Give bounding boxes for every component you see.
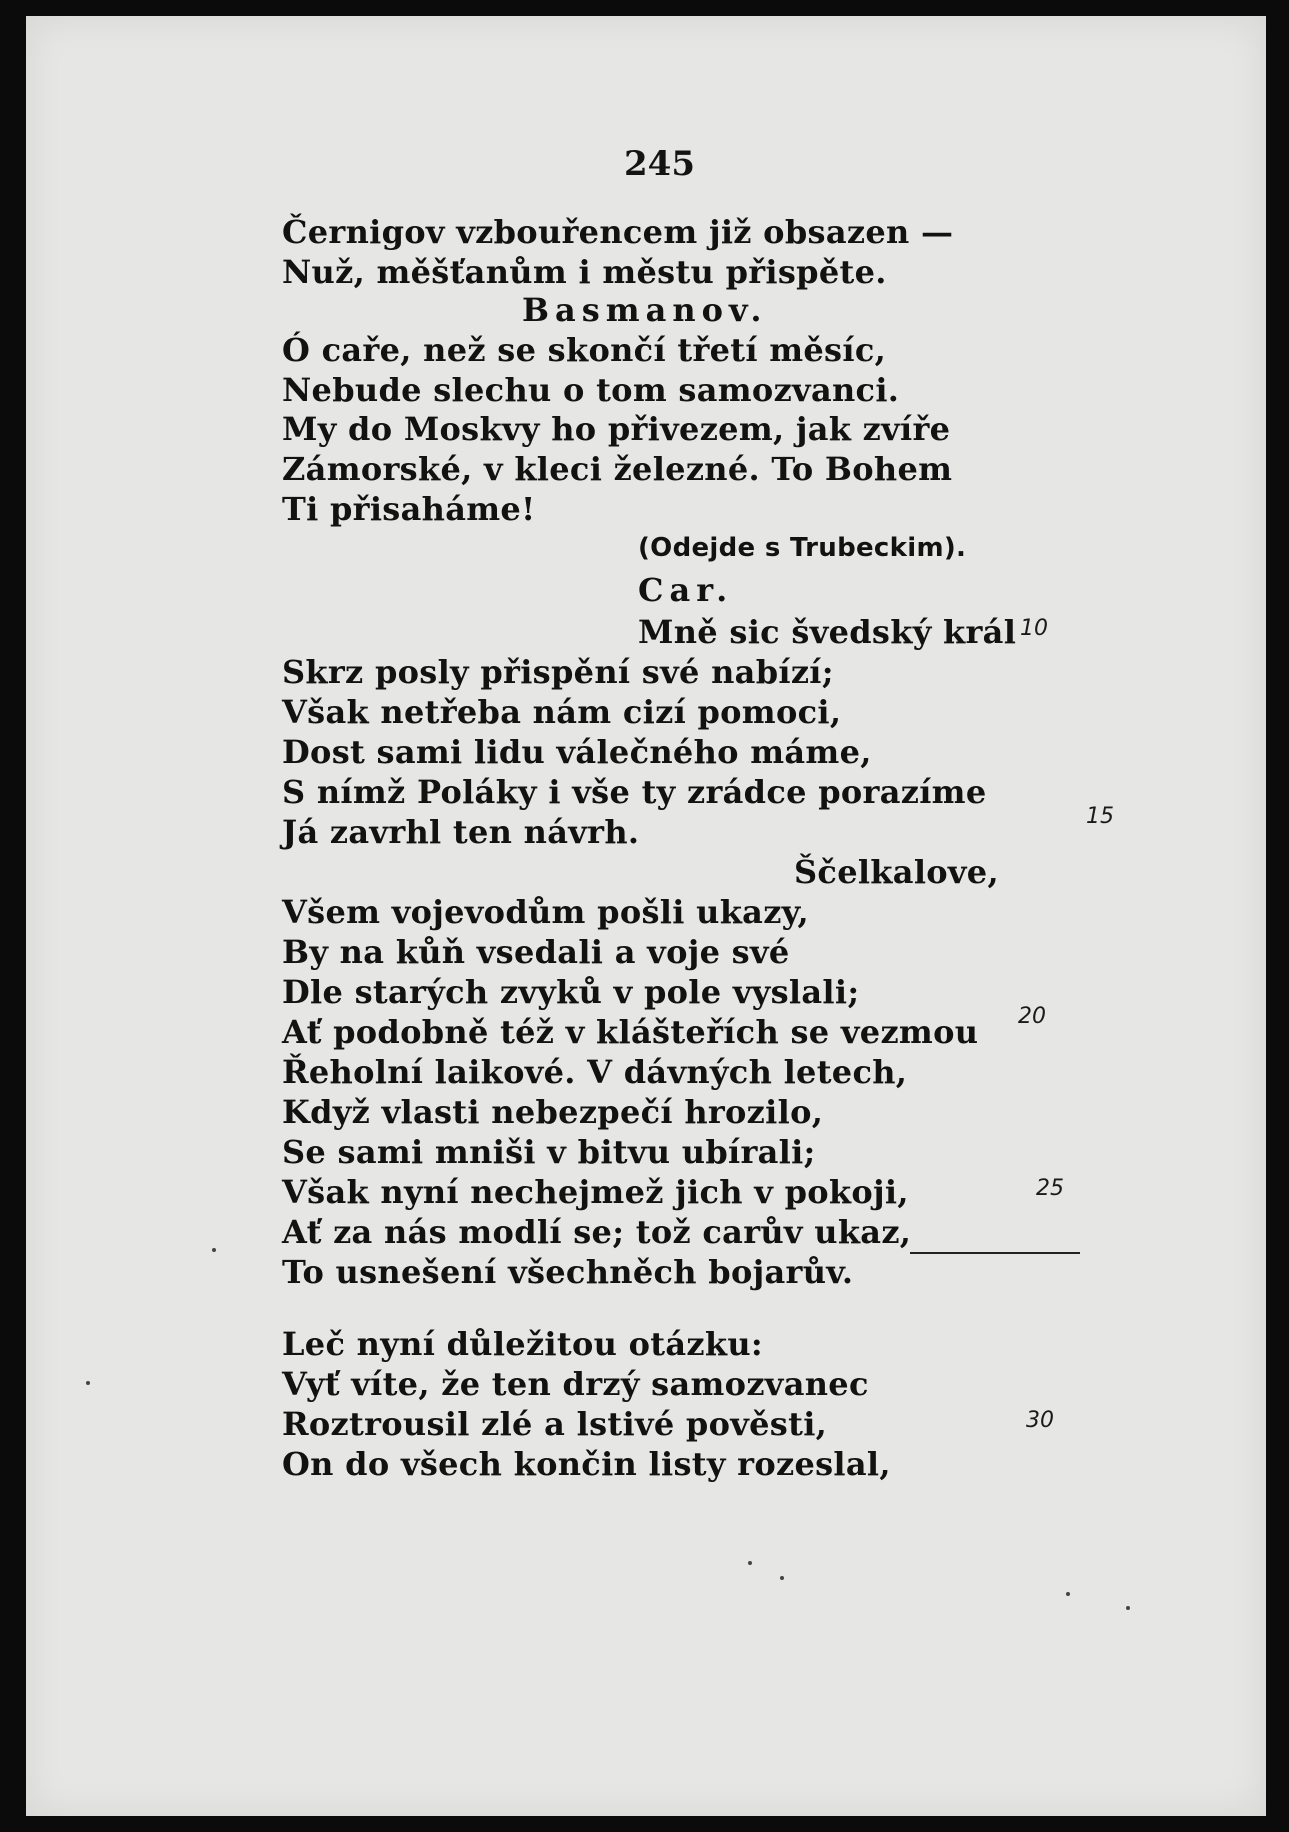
verse-line: Se sami mniši v bitvu ubírali;: [282, 1133, 816, 1171]
margin-mark: 20: [1018, 1004, 1046, 1029]
verse-line: Zámorské, v kleci železné. To Bohem: [282, 450, 953, 488]
verse-line: By na kůň vsedali a voje své: [282, 933, 790, 971]
verse-line: Všem vojevodům pošli ukazy,: [282, 893, 809, 931]
page-speck: [748, 1561, 752, 1565]
verse-line: Skrz posly přispění své nabízí;: [282, 653, 834, 691]
verse-line: Řeholní laikové. V dávných letech,: [282, 1053, 908, 1091]
margin-mark: 15: [1086, 804, 1114, 829]
verse-line: Nebude slechu o tom samozvanci.: [282, 371, 900, 409]
page-speck: [86, 1381, 90, 1385]
verse-line: Nuž, měšťanům i městu přispěte.: [282, 253, 887, 291]
margin-mark: 10: [1020, 616, 1048, 641]
verse-line: Však nyní nechejmež jich v pokoji,: [282, 1173, 909, 1211]
page-number: 245: [624, 144, 695, 184]
verse-line: On do všech končin listy rozeslal,: [282, 1445, 891, 1483]
verse-line: Ščelkalove,: [794, 853, 999, 891]
speaker-car: Car.: [638, 571, 734, 609]
verse-line: Já zavrhl ten návrh.: [282, 813, 640, 851]
page-speck: [1126, 1606, 1130, 1610]
page-speck: [212, 1248, 216, 1252]
page-speck: [1066, 1592, 1070, 1596]
pencil-underline: [910, 1252, 1080, 1254]
stage-direction: (Odejde s Trubeckim).: [638, 533, 967, 563]
verse-line: Ó caře, než se skončí třetí měsíc,: [282, 331, 887, 369]
verse-line: Mně sic švedský král: [638, 613, 1017, 651]
verse-line: Však netřeba nám cizí pomoci,: [282, 693, 842, 731]
verse-line: My do Moskvy ho přivezem, jak zvíře: [282, 410, 951, 448]
margin-mark: 25: [1036, 1176, 1064, 1201]
verse-line: Dle starých zvyků v pole vyslali;: [282, 973, 860, 1011]
verse-line: Černigov vzbouřencem již obsazen —: [282, 213, 954, 251]
margin-mark: 30: [1026, 1408, 1054, 1433]
verse-line: Ať za nás modlí se; tož carův ukaz,: [282, 1213, 912, 1251]
page-speck: [780, 1576, 784, 1580]
verse-line: S nímž Poláky i vše ty zrádce porazíme: [282, 773, 987, 811]
book-page: [26, 16, 1266, 1816]
verse-line: Leč nyní důležitou otázku:: [282, 1325, 764, 1363]
verse-line: Ti přisaháme!: [282, 490, 536, 528]
verse-line: Vyť víte, že ten drzý samozvanec: [282, 1365, 869, 1403]
verse-line: To usnešení všechněch bojarův.: [282, 1253, 854, 1291]
verse-line: Roztrousil zlé a lstivé pověsti,: [282, 1405, 828, 1443]
verse-line: Když vlasti nebezpečí hrozilo,: [282, 1093, 824, 1131]
verse-line: Ať podobně též v klášteřích se vezmou: [282, 1013, 979, 1051]
verse-line: Dost sami lidu válečného máme,: [282, 733, 872, 771]
speaker-basmanov: Basmanov.: [522, 291, 768, 329]
